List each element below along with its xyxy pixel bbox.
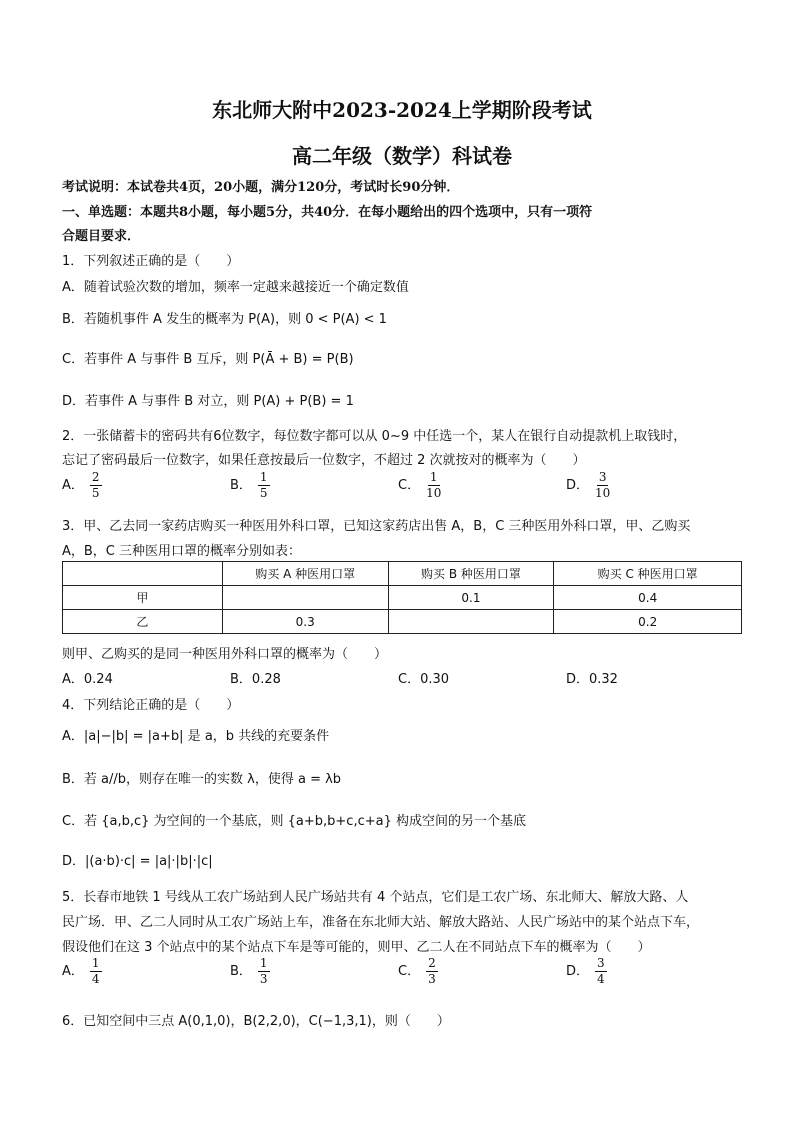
q5-option-d-label: D． bbox=[566, 964, 590, 979]
q2-option-d-label: D． bbox=[566, 478, 590, 493]
q1-option-d: D．若事件 A 与事件 B 对立，则 P(A) + P(B) = 1 bbox=[62, 394, 354, 409]
q5-option-a-den: 4 bbox=[91, 972, 100, 986]
q4-option-d: D．|(a·b)·c| = |a|·|b|·|c| bbox=[62, 854, 213, 869]
q5-line2: 民广场．甲、乙二人同时从工农广场站上车，准备在东北师大站、解放大路站、人民广场站中的某个站点下车， bbox=[62, 915, 700, 930]
q2-option-a-den: 5 bbox=[91, 486, 100, 500]
q1-option-a: A．随着试验次数的增加，频率一定越来越接近一个确定数值 bbox=[62, 280, 409, 295]
q2-line2: 忘记了密码最后一位数字，如果任意按最后一位数字，不超过 2 次就按对的概率为（ ） bbox=[62, 453, 586, 468]
q5-option-a-label: A． bbox=[62, 964, 84, 979]
q2-option-a-num: 2 bbox=[91, 470, 100, 484]
q2-option-a-label: A． bbox=[62, 478, 84, 493]
q3-option-d: D．0.32 bbox=[566, 672, 618, 687]
q3-option-a: A．0.24 bbox=[62, 672, 113, 687]
q5-option-b-label: B． bbox=[230, 964, 252, 979]
q3-line3: 则甲、乙购买的是同一种医用外科口罩的概率为（ ） bbox=[62, 647, 388, 662]
q5-option-d-den: 4 bbox=[597, 972, 605, 986]
q3-probability-table bbox=[62, 561, 742, 634]
q5-option-d-num: 3 bbox=[597, 956, 605, 970]
table-cell: 甲 bbox=[63, 586, 223, 610]
table-cell bbox=[222, 586, 388, 610]
q5-line3: 假设他们在这 3 个站点中的某个站点下车是等可能的，则甲、乙二人在不同站点下车的概率为（ ） bbox=[62, 940, 651, 955]
exam-subtitle: 高二年级（数学）科试卷 bbox=[292, 144, 512, 168]
table-header-cell bbox=[63, 562, 223, 586]
q3-line2: A，B，C 三种医用口罩的概率分别如表： bbox=[62, 544, 302, 559]
section1-heading-line1: 一、单选题：本题共8小题，每小题5分，共40分．在每小题给出的四个选项中，只有一项符 bbox=[62, 205, 593, 220]
q1-stem: 1．下列叙述正确的是（ ） bbox=[62, 254, 240, 269]
table-cell: 乙 bbox=[63, 610, 223, 634]
q5-option-c-den: 3 bbox=[428, 972, 436, 986]
q2-option-d-num: 3 bbox=[598, 470, 607, 484]
table-cell: 0.2 bbox=[554, 610, 742, 634]
exam-title: 东北师大附中2023-2024上学期阶段考试 bbox=[212, 98, 592, 122]
q3-line1: 3．甲、乙去同一家药店购买一种医用外科口罩，已知这家药店出售 A，B，C 三种医用外科口罩，甲、乙购买 bbox=[62, 519, 691, 534]
q2-option-a bbox=[62, 470, 102, 501]
q2-option-b bbox=[230, 470, 270, 501]
q2-option-b-num: 1 bbox=[259, 470, 268, 484]
q6-stem: 6．已知空间中三点 A(0,1,0)，B(2,2,0)，C(−1,3,1)，则（ ） bbox=[62, 1014, 450, 1029]
q2-option-b-label: B． bbox=[230, 478, 252, 493]
q5-option-b bbox=[230, 956, 270, 987]
q2-line1: 2．一张储蓄卡的密码共有6位数字，每位数字都可以从 0~9 中任选一个，某人在银行自动提款机上取钱时， bbox=[62, 429, 687, 444]
q5-option-c-num: 2 bbox=[428, 956, 436, 970]
q4-option-b: B．若 a//b，则存在唯一的实数 λ，使得 a = λb bbox=[62, 772, 342, 787]
q5-option-d bbox=[566, 956, 607, 987]
table-cell: 0.4 bbox=[554, 586, 742, 610]
q3-option-b: B．0.28 bbox=[230, 672, 281, 687]
q5-option-b-den: 3 bbox=[259, 972, 268, 986]
q4-stem: 4．下列结论正确的是（ ） bbox=[62, 698, 240, 713]
q2-option-c bbox=[398, 470, 441, 501]
q1-option-c: C．若事件 A 与事件 B 互斥，则 P(Ā + B) = P(B) bbox=[62, 352, 354, 367]
q4-option-a: A．|a|−|b| = |a+b| 是 a，b 共线的充要条件 bbox=[62, 729, 330, 744]
q2-option-c-den: 10 bbox=[426, 486, 442, 500]
q3-option-c: C．0.30 bbox=[398, 672, 450, 687]
table-cell: 0.1 bbox=[388, 586, 554, 610]
q5-option-a bbox=[62, 956, 102, 987]
table-cell bbox=[388, 610, 554, 634]
q5-option-b-num: 1 bbox=[259, 956, 268, 970]
q4-option-c: C．若 {a,b,c} 为空间的一个基底，则 {a+b,b+c,c+a} 构成空间的另一个基底 bbox=[62, 814, 526, 829]
q2-option-b-den: 5 bbox=[259, 486, 268, 500]
q5-option-c-label: C． bbox=[398, 964, 421, 979]
exam-note: 考试说明：本试卷共4页，20小题，满分120分，考试时长90分钟． bbox=[62, 180, 460, 195]
q5-option-a-num: 1 bbox=[91, 956, 100, 970]
section1-heading-line2: 合题目要求． bbox=[62, 229, 141, 244]
table-header-cell: 购买 C 种医用口罩 bbox=[554, 562, 742, 586]
q5-option-c bbox=[398, 956, 438, 987]
q2-option-c-label: C． bbox=[398, 478, 421, 493]
q2-option-d bbox=[566, 470, 610, 501]
q1-option-b: B．若随机事件 A 发生的概率为 P(A)，则 0 < P(A) < 1 bbox=[62, 312, 387, 327]
table-row bbox=[63, 610, 742, 634]
table-header-cell: 购买 A 种医用口罩 bbox=[222, 562, 388, 586]
table-cell: 0.3 bbox=[222, 610, 388, 634]
q2-option-d-den: 10 bbox=[595, 486, 611, 500]
table-header-cell: 购买 B 种医用口罩 bbox=[388, 562, 554, 586]
table-row bbox=[63, 586, 742, 610]
q5-line1: 5．长春市地铁 1 号线从工农广场站到人民广场站共有 4 个站点，它们是工农广场、东北师大、解放大路、人 bbox=[62, 890, 689, 905]
q2-option-c-num: 1 bbox=[429, 470, 438, 484]
table-header-row bbox=[63, 562, 742, 586]
